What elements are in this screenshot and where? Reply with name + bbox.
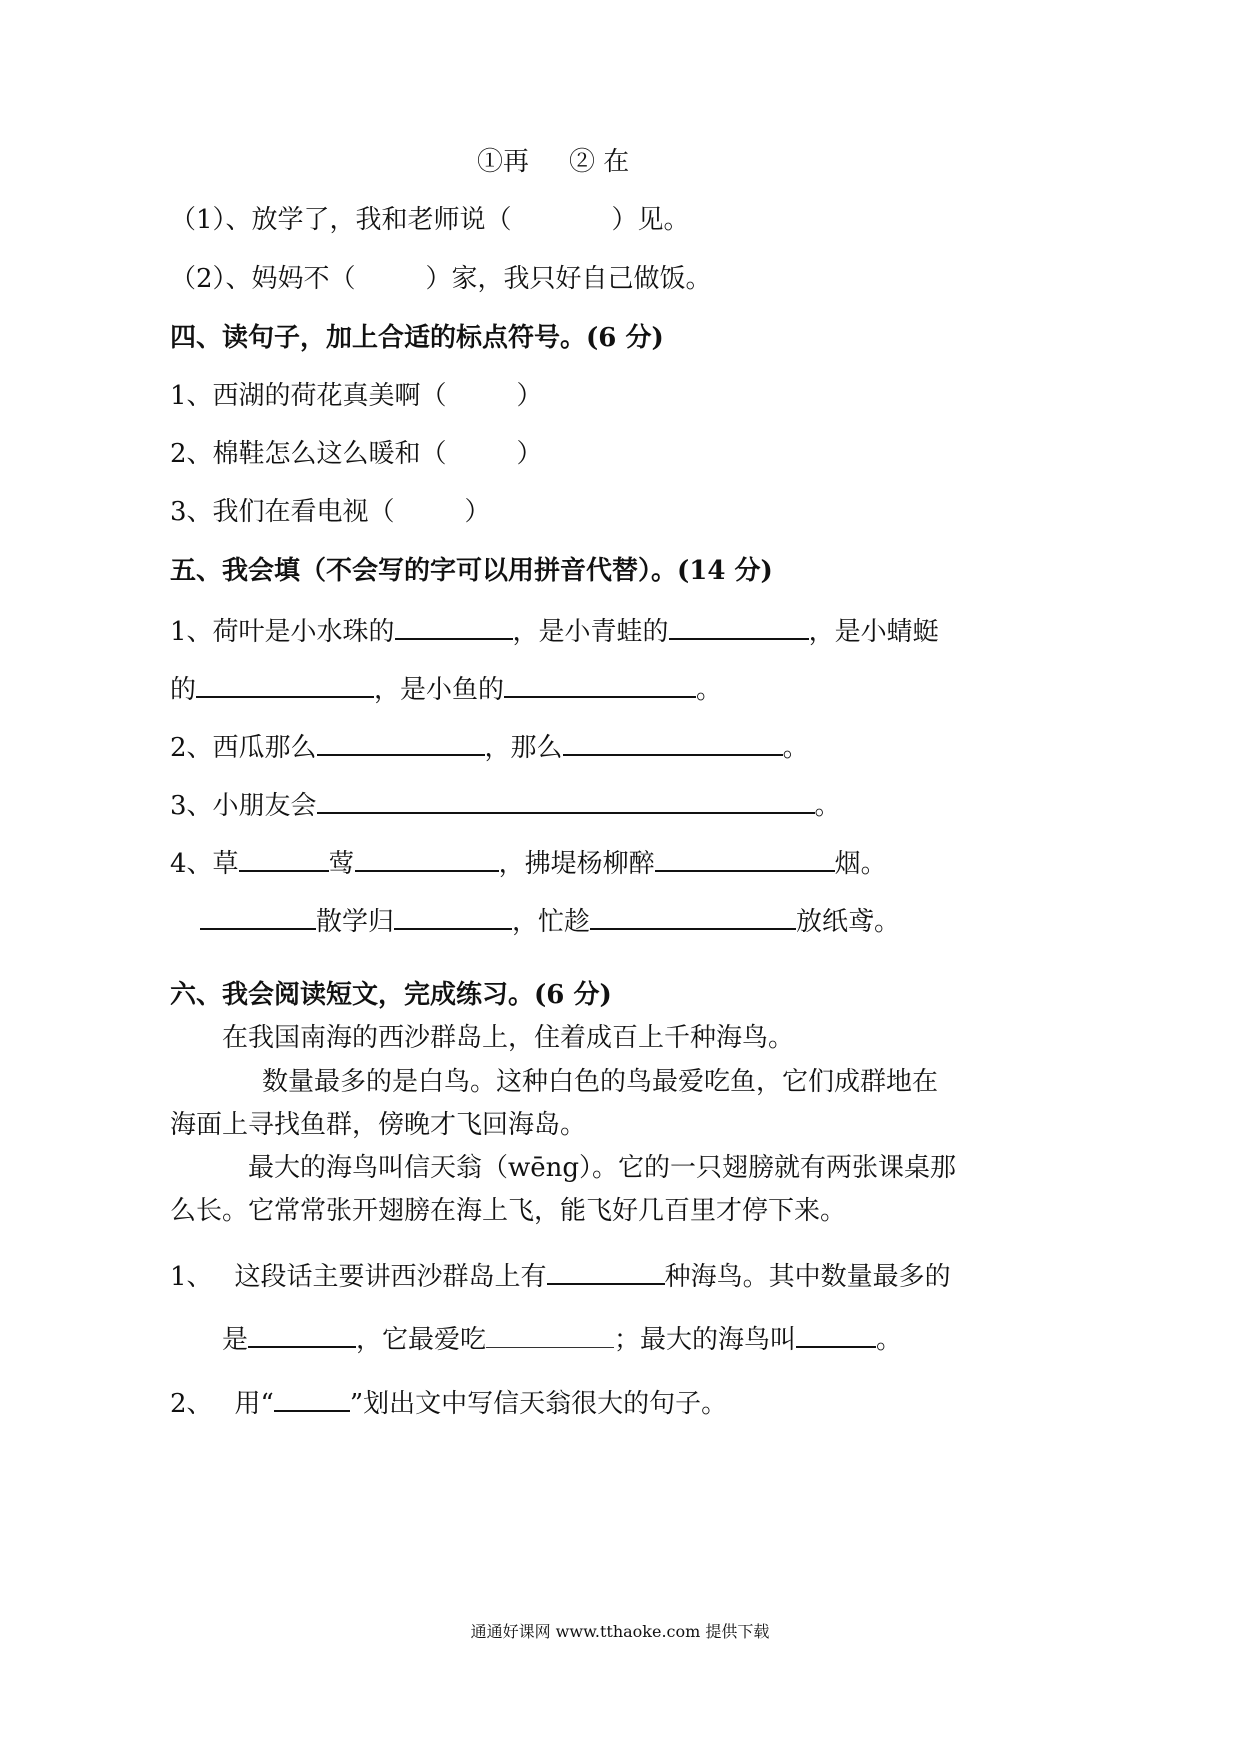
fill-q1-line2	[170, 670, 722, 708]
text: 。	[876, 1325, 903, 1355]
fill-q3	[170, 786, 841, 824]
text: 。	[782, 733, 809, 763]
blank[interactable]	[563, 728, 783, 756]
passage-para-3b: 么长。它常常张开翅膀在海上飞，能飞好几百里才停下来。	[170, 1196, 847, 1226]
fill-line-1	[170, 202, 690, 238]
paren-close: ）	[516, 381, 543, 411]
blank[interactable]	[248, 1320, 356, 1348]
text: 是	[222, 1325, 249, 1355]
reading-q1-line2	[222, 1320, 902, 1358]
option-2: ② 在	[569, 147, 630, 177]
section-5-title: 五、我会填（不会写的字可以用拼音代替）。(14 分)	[170, 556, 773, 586]
section-6-title: 六、我会阅读短文，完成练习。(6 分)	[170, 980, 612, 1010]
fill-q4-line1	[170, 844, 887, 882]
text: 烟。	[834, 849, 887, 879]
text: ，拂堤杨柳醉	[498, 849, 655, 879]
blank[interactable]	[355, 844, 499, 872]
paren-close: ）	[464, 497, 491, 527]
text: 种海鸟。其中数量最多的	[664, 1262, 951, 1292]
section-4-title: 四、读句子，加上合适的标点符号。(6 分)	[170, 323, 664, 353]
option-line	[477, 144, 629, 180]
blank[interactable]	[239, 844, 329, 872]
blank[interactable]	[547, 1257, 665, 1285]
underline-sample	[274, 1384, 350, 1412]
text: 用“	[234, 1389, 274, 1419]
reading-q2	[170, 1384, 727, 1422]
paren-close: ）	[516, 439, 543, 469]
fill-q2	[170, 728, 809, 766]
text: ，是小蜻蜓	[808, 617, 939, 647]
text: ；最大的海鸟叫	[614, 1325, 797, 1355]
text: 散学归	[316, 907, 395, 937]
blank[interactable]	[394, 902, 512, 930]
text: 莺	[328, 849, 355, 879]
text: ，它最爱吃	[356, 1325, 487, 1355]
punct-item-3	[170, 494, 491, 530]
punct-item-1-text: 1、西湖的荷花真美啊（	[170, 381, 447, 411]
passage-para-2a: 数量最多的是白鸟。这种白色的鸟最爱吃鱼，它们成群地在	[262, 1067, 939, 1097]
fill-line-2-text: （2）、妈妈不（	[170, 264, 356, 294]
passage-para-3a: 最大的海鸟叫信天翁（wēng）。它的一只翅膀就有两张课桌那	[248, 1153, 957, 1183]
blank[interactable]	[669, 612, 809, 640]
reading-q1-line1	[170, 1257, 951, 1295]
text: ，那么	[484, 733, 563, 763]
punct-item-2-text: 2、棉鞋怎么这么暖和（	[170, 439, 447, 469]
text: 4、草	[170, 849, 239, 879]
text: ，是小青蛙的	[512, 617, 669, 647]
text: ”划出文中写信天翁很大的句子。	[349, 1389, 728, 1419]
blank[interactable]	[196, 670, 374, 698]
question-number: 2、	[170, 1389, 213, 1419]
text: 1、荷叶是小水珠的	[170, 617, 395, 647]
punct-item-2	[170, 436, 543, 472]
text: 。	[696, 675, 723, 705]
footer-credit: 通通好课网 www.tthaoke.com 提供下载	[470, 1622, 770, 1641]
text: 这段话主要讲西沙群岛上有	[234, 1262, 547, 1292]
punct-item-1	[170, 378, 543, 414]
blank[interactable]	[590, 902, 796, 930]
blank[interactable]	[395, 612, 513, 640]
fill-line-1-text: （1）、放学了，我和老师说（	[170, 205, 512, 235]
text: 的	[170, 675, 197, 705]
passage-para-1: 在我国南海的西沙群岛上，住着成百上千种海鸟。	[222, 1023, 795, 1053]
fill-q4-line2	[200, 902, 900, 940]
blank[interactable]	[655, 844, 835, 872]
fill-line-2-end: ）家，我只好自己做饭。	[425, 264, 712, 294]
text: 。	[814, 791, 841, 821]
fill-q1-line1	[170, 612, 939, 650]
passage-para-2b: 海面上寻找鱼群，傍晚才飞回海岛。	[170, 1110, 587, 1140]
blank[interactable]	[486, 1321, 614, 1348]
text: 2、西瓜那么	[170, 733, 317, 763]
punct-item-3-text: 3、我们在看电视（	[170, 497, 395, 527]
text: ，是小鱼的	[374, 675, 505, 705]
question-number: 1、	[170, 1262, 213, 1292]
blank[interactable]	[317, 728, 485, 756]
blank[interactable]	[504, 670, 696, 698]
fill-line-1-end: ）见。	[611, 205, 690, 235]
text: 3、小朋友会	[170, 791, 317, 821]
text: ，忙趁	[512, 907, 591, 937]
text: 放纸鸢。	[796, 907, 901, 937]
option-1: ①再	[477, 147, 530, 177]
fill-line-2	[170, 261, 712, 297]
blank[interactable]	[200, 902, 316, 930]
blank[interactable]	[796, 1320, 876, 1348]
blank[interactable]	[317, 786, 815, 814]
